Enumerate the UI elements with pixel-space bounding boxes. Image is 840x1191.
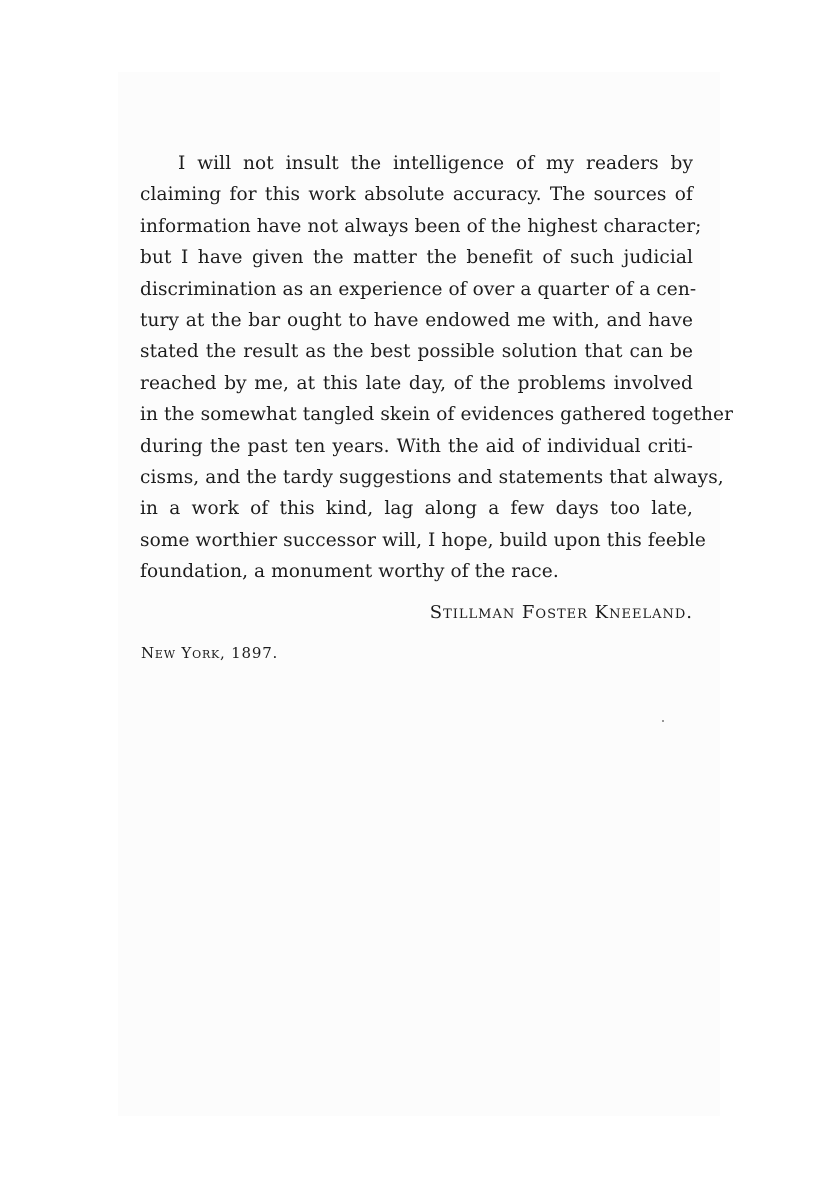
paragraph-line: in a work of this kind, lag along a few days too late, [140, 498, 693, 520]
paragraph-line: tury at the bar ought to have endowed me with, and have [140, 309, 693, 331]
paragraph-line: cisms, and the tardy suggestions and statements that always, [140, 466, 724, 488]
paragraph-line: I will not insult the intelligence of my readers by [178, 153, 693, 174]
paragraph-line: reached by me, at this late day, of the problems involved [140, 372, 693, 394]
paragraph-line: in the somewhat tangled skein of evidences gathered together [140, 404, 734, 426]
author-signature: Stillman Foster Kneeland. [429, 602, 693, 623]
paragraph-line: discrimination as an experience of over a quarter of a cen- [140, 278, 697, 300]
paragraph-line: stated the result as the best possible solution that can be [140, 341, 693, 363]
scan-speck [662, 720, 664, 722]
paragraph-line: some worthier successor will, I hope, build upon this feeble [140, 529, 706, 551]
place-and-date: New York, 1897. [141, 644, 279, 662]
paragraph-line: information have not always been of the highest character; [140, 215, 702, 237]
paragraph-line: foundation, a monument worthy of the race. [140, 561, 559, 583]
paragraph-line: during the past ten years. With the aid of individual criti- [140, 435, 693, 457]
paragraph-line: claiming for this work absolute accuracy. The sources of [140, 184, 693, 206]
preface-paragraph [140, 148, 734, 587]
paragraph-line: but I have given the matter the benefit of such judicial [140, 247, 693, 269]
